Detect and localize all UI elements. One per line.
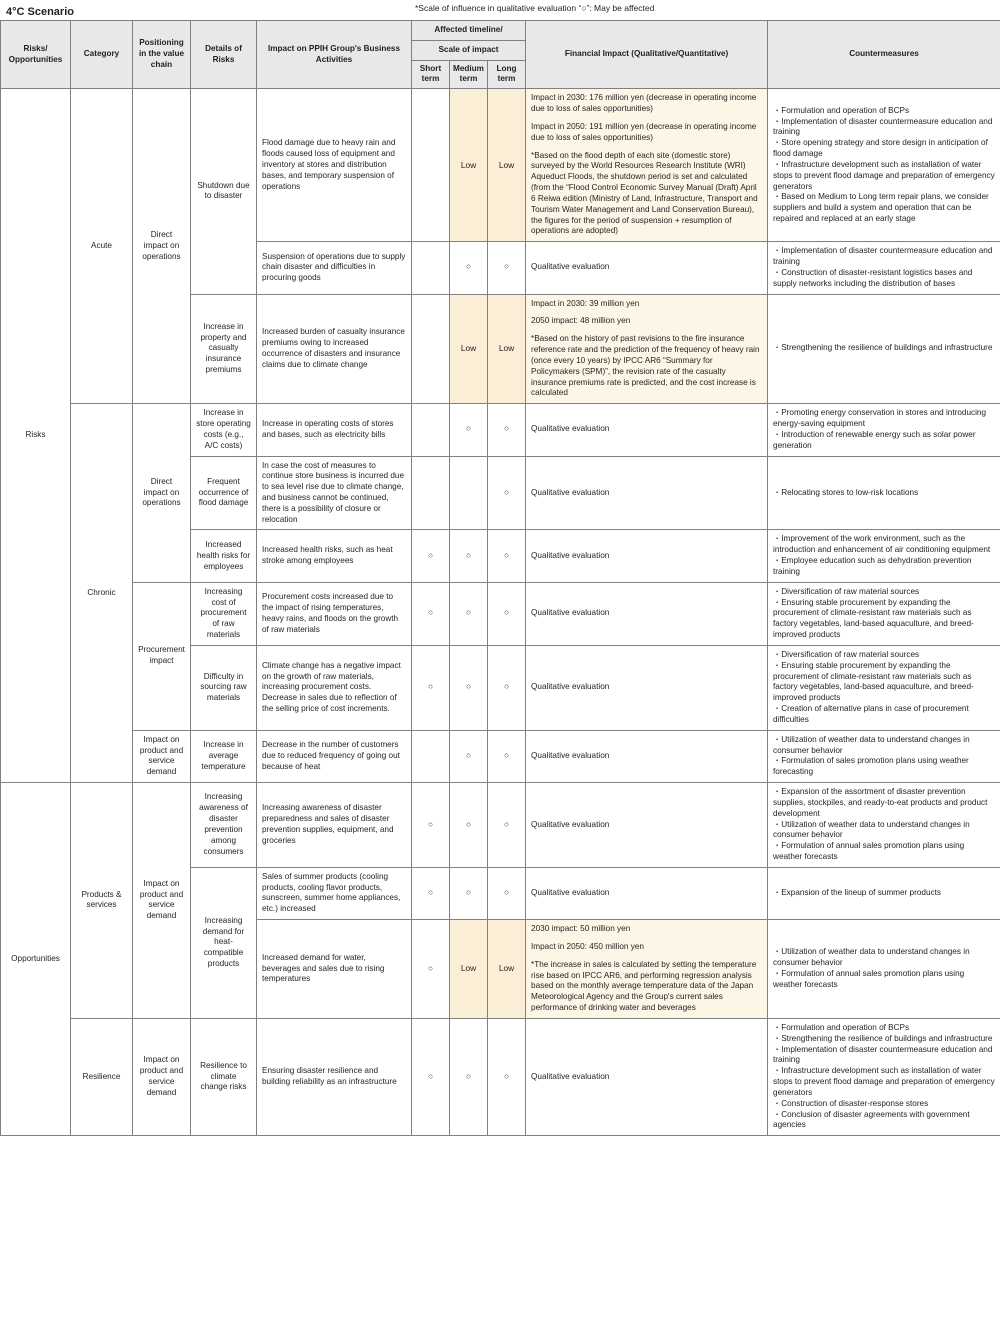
impact-cell: Sales of summer products (cooling products, cooling flavor products, sunscreen, summer home appliances, etc.) increased [257, 867, 412, 919]
scale-short: ○ [412, 1018, 450, 1135]
financial-cell: Qualitative evaluation [526, 867, 768, 919]
scale-long: ○ [488, 645, 526, 730]
countermeasures-cell [768, 404, 1000, 456]
financial-cell: Qualitative evaluation [526, 404, 768, 456]
page-header [0, 0, 1000, 20]
table-row [1, 89, 1000, 242]
details-cell: Increasing cost of procurement of raw materials [191, 582, 257, 645]
countermeasure-item: ・Based on Medium to Long term repair plans, we consider suppliers and build a system and operation that can be repaired and replaced at an early stage [773, 192, 989, 223]
countermeasure-item: ・Diversification of raw material sources [773, 649, 920, 659]
page-title: 4°C Scenario [6, 6, 74, 18]
impact-cell: Suspension of operations due to supply chain disaster and difficulties in procuring goods [257, 242, 412, 294]
col-impact: Impact on PPIH Group's Business Activities [257, 21, 412, 89]
countermeasure-item: ・Introduction of renewable energy such as solar power generation [773, 429, 976, 450]
impact-cell: Flood damage due to heavy rain and floods caused loss of equipment and inventory at stores and distribution bases, and temporary suspension of operations [257, 89, 412, 242]
countermeasures-cell [768, 867, 1000, 919]
scale-medium: ○ [450, 867, 488, 919]
details-cell: Frequent occurrence of flood damage [191, 456, 257, 530]
scale-long: ○ [488, 582, 526, 645]
scale-long: ○ [488, 456, 526, 530]
col-long-term: Long term [488, 60, 526, 89]
financial-cell: Qualitative evaluation [526, 645, 768, 730]
countermeasures-cell [768, 582, 1000, 645]
details-cell: Increasing demand for heat-compatible products [191, 867, 257, 1018]
col-positioning: Positioning in the value chain [133, 21, 191, 89]
countermeasures-cell [768, 730, 1000, 782]
countermeasure-item: ・Formulation and operation of BCPs [773, 1022, 910, 1032]
col-financial-impact: Financial Impact (Qualitative/Quantitative) [526, 21, 768, 89]
countermeasure-item: ・Relocating stores to low-risk locations [773, 487, 919, 497]
countermeasure-item: ・Ensuring stable procurement by expanding the procurement of climate-resistant raw materials such as factory vegetables, land-based aquaculture, and breed-improved products [773, 660, 974, 703]
table-body [1, 89, 1000, 1136]
financial-line: *Based on the flood depth of each site (domestic store) surveyed by the World Resources Research Institute (WRI) Aqueduct Floods, the shutdown period is set and calculated (from the “Flood Control Economic Survey Manual (Draft) April 6 Reiwa edition (Ministry of Land, Infrastructure, Transport and Tourism Water Management and Land Conservation Bureau), the figures for the period of suspension + resumption of operations are adopted) [531, 150, 758, 236]
scale-short: ○ [412, 783, 450, 868]
scale-short: ○ [412, 530, 450, 582]
impact-cell: Increasing awareness of disaster preparedness and sales of disaster prevention supplies, equipment, and groceries [257, 783, 412, 868]
countermeasure-item: ・Strengthening the resilience of buildings and infrastructure [773, 343, 993, 353]
category-resilience: Resilience [71, 1018, 133, 1135]
category-products-services: Products & services [71, 783, 133, 1019]
scale-long: ○ [488, 730, 526, 782]
countermeasure-item: ・Implementation of disaster countermeasure education and training [773, 1044, 993, 1065]
financial-cell [526, 920, 768, 1019]
scale-medium: ○ [450, 730, 488, 782]
table-row [1, 582, 1000, 645]
details-cell: Difficulty in sourcing raw materials [191, 645, 257, 730]
financial-cell [526, 294, 768, 404]
table-row [1, 783, 1000, 868]
scale-short [412, 404, 450, 456]
countermeasure-item: ・Implementation of disaster countermeasure education and training [773, 246, 993, 267]
details-cell: Resilience to climate change risks [191, 1018, 257, 1135]
financial-line: 2030 impact: 50 million yen [531, 924, 631, 934]
positioning-procurement: Procurement impact [133, 582, 191, 730]
scale-long: ○ [488, 1018, 526, 1135]
financial-cell: Qualitative evaluation [526, 530, 768, 582]
countermeasures-cell [768, 920, 1000, 1019]
financial-cell: Qualitative evaluation [526, 730, 768, 782]
financial-cell: Qualitative evaluation [526, 582, 768, 645]
countermeasures-cell [768, 456, 1000, 530]
details-cell: Increase in store operating costs (e.g., A/C costs) [191, 404, 257, 456]
countermeasure-item: ・Formulation and operation of BCPs [773, 105, 910, 115]
countermeasures-cell [768, 242, 1000, 294]
col-medium-term: Medium term [450, 60, 488, 89]
financial-cell: Qualitative evaluation [526, 456, 768, 530]
details-cell: Increase in property and casualty insurance premiums [191, 294, 257, 404]
impact-cell: In case the cost of measures to continue store business is incurred due to sea level rise due to climate change, and business cannot be continued, there is a possibility of closure or relocation [257, 456, 412, 530]
countermeasure-item: ・Improvement of the work environment, such as the introduction and enhancement of air conditioning equipment [773, 534, 991, 555]
countermeasure-item: ・Ensuring stable procurement by expanding the procurement of climate-resistant raw materials such as factory vegetables, land-based aquaculture, and breed-improved products [773, 597, 974, 640]
scale-short: ○ [412, 920, 450, 1019]
countermeasure-item: ・Creation of alternative plans in case of procurement difficulties [773, 704, 969, 724]
scale-short [412, 294, 450, 404]
countermeasures-cell [768, 89, 1000, 242]
countermeasures-cell [768, 294, 1000, 404]
scale-long: Low [488, 294, 526, 404]
scale-medium: Low [450, 89, 488, 242]
countermeasure-item: ・Conclusion of disaster agreements with government agencies [773, 1109, 970, 1130]
table-row [1, 730, 1000, 782]
scale-long: ○ [488, 783, 526, 868]
details-cell: Increased health risks for employees [191, 530, 257, 582]
scale-medium: ○ [450, 242, 488, 294]
impact-cell: Increased demand for water, beverages and sales due to rising temperatures [257, 920, 412, 1019]
positioning-direct-impact-2: Direct impact on operations [133, 404, 191, 583]
scale-medium: ○ [450, 404, 488, 456]
countermeasure-item: ・Strengthening the resilience of buildings and infrastructure [773, 1033, 993, 1043]
category-chronic: Chronic [71, 404, 133, 783]
scale-note: *Scale of influence in qualitative evaluation “○”: May be affected [415, 3, 655, 13]
scale-short [412, 730, 450, 782]
table-header [1, 21, 1000, 89]
scale-long: ○ [488, 242, 526, 294]
scale-long: ○ [488, 867, 526, 919]
positioning-demand-3: Impact on product and service demand [133, 1018, 191, 1135]
countermeasure-item: ・Infrastructure development such as installation of water stops to prevent flood damage and preparation of emergency generators [773, 1066, 995, 1097]
financial-line: 2050 impact: 48 million yen [531, 316, 631, 326]
scale-medium: Low [450, 294, 488, 404]
countermeasures-cell [768, 783, 1000, 868]
col-countermeasures: Countermeasures [768, 21, 1000, 89]
financial-cell: Qualitative evaluation [526, 783, 768, 868]
scale-medium: ○ [450, 582, 488, 645]
scale-short [412, 89, 450, 242]
details-cell: Shutdown due to disaster [191, 89, 257, 294]
countermeasure-item: ・Utilization of weather data to understand changes in consumer behavior [773, 734, 970, 755]
financial-line: Impact in 2030: 39 million yen [531, 298, 640, 308]
scenario-table [0, 20, 1000, 1136]
countermeasure-item: ・Infrastructure development such as installation of water stops to prevent flood damage and preparation of emergency generators [773, 159, 995, 191]
financial-line: *The increase in sales is calculated by setting the temperature rise based on IPCC AR6, and performing regression analysis based on the monthly average temperature data of the Japan Meteorological Agency and the Group's current sales performance of drinking water and beverages [531, 959, 757, 1013]
positioning-demand-2: Impact on product and service demand [133, 783, 191, 1019]
financial-cell: Qualitative evaluation [526, 242, 768, 294]
group-risks: Risks [1, 89, 71, 783]
financial-line: Impact in 2050: 450 million yen [531, 941, 644, 951]
countermeasures-cell [768, 645, 1000, 730]
financial-line: Impact in 2050: 191 million yen (decrease in operating income due to loss of sales opportunities) [531, 121, 757, 142]
countermeasure-item: ・Expansion of the lineup of summer products [773, 888, 941, 898]
financial-line: Impact in 2030: 176 million yen (decrease in operating income due to loss of sales opportunities) [531, 93, 757, 114]
table-row [1, 404, 1000, 456]
countermeasure-item: ・Promoting energy conservation in stores and introducing energy-saving equipment [773, 408, 987, 429]
countermeasure-item: ・Construction of disaster-response stores [773, 1098, 929, 1108]
financial-cell: Qualitative evaluation [526, 1018, 768, 1135]
scale-short: ○ [412, 582, 450, 645]
countermeasure-item: ・Expansion of the assortment of disaster prevention supplies, stockpiles, and ready-to-eat products and product development [773, 787, 988, 818]
financial-cell [526, 89, 768, 242]
countermeasure-item: ・Implementation of disaster countermeasure education and training [773, 116, 993, 137]
countermeasure-item: ・Employee education such as dehydration prevention training [773, 556, 972, 576]
scale-long: ○ [488, 530, 526, 582]
countermeasure-item: ・Diversification of raw material sources [773, 586, 920, 596]
scale-medium [450, 456, 488, 530]
financial-line: *Based on the history of past revisions to the fire insurance reference rate and the prediction of the frequency of heavy rain (once every 10 years) by IPCC AR6 “Summary for Policymakers (SPM)”, the revision rate of the casualty insurance premiums rate is predicted, and the cost increase is calculated [531, 334, 760, 398]
scale-short [412, 242, 450, 294]
positioning-demand-1: Impact on product and service demand [133, 730, 191, 782]
countermeasures-cell [768, 530, 1000, 582]
positioning-direct-impact-1: Direct impact on operations [133, 89, 191, 404]
impact-cell: Decrease in the number of customers due to reduced frequency of going out because of heat [257, 730, 412, 782]
col-affected-timeline: Affected timeline/ [412, 21, 526, 41]
countermeasures-cell [768, 1018, 1000, 1135]
countermeasure-item: ・Store opening strategy and store design in anticipation of flood damage [773, 138, 988, 159]
scale-medium: ○ [450, 530, 488, 582]
scale-long: Low [488, 920, 526, 1019]
scale-long: ○ [488, 404, 526, 456]
col-category: Category [71, 21, 133, 89]
scale-medium: ○ [450, 783, 488, 868]
countermeasure-item: ・Formulation of annual sales promotion plans using weather forecasts [773, 841, 965, 861]
col-details: Details of Risks [191, 21, 257, 89]
impact-cell: Increased burden of casualty insurance premiums owing to increased occurrence of disasters and insurance claims due to climate change [257, 294, 412, 404]
scale-medium: ○ [450, 1018, 488, 1135]
col-risks-opportunities: Risks/ Opportunities [1, 21, 71, 89]
impact-cell: Procurement costs increased due to the impact of rising temperatures, heavy rains, and floods on the growth of raw materials [257, 582, 412, 645]
countermeasure-item: ・Formulation of annual sales promotion plans using weather forecasts [773, 969, 965, 989]
scale-short [412, 456, 450, 530]
table-row [1, 1018, 1000, 1135]
countermeasure-item: ・Formulation of sales promotion plans using weather forecasting [773, 756, 969, 777]
col-scale-of-impact: Scale of impact [412, 40, 526, 60]
countermeasure-item: ・Utilization of weather data to understand changes in consumer behavior [773, 819, 970, 840]
col-short-term: Short term [412, 60, 450, 89]
impact-cell: Climate change has a negative impact on the growth of raw materials, increasing procurement costs. Decrease in sales due to reflection of the selling price of cost increments. [257, 645, 412, 730]
impact-cell: Ensuring disaster resilience and building reliability as an infrastructure [257, 1018, 412, 1135]
scale-medium: Low [450, 920, 488, 1019]
group-opportunities: Opportunities [1, 783, 71, 1136]
impact-cell: Increased health risks, such as heat stroke among employees [257, 530, 412, 582]
category-acute: Acute [71, 89, 133, 404]
countermeasure-item: ・Construction of disaster-resistant logistics bases and supply networks including the distribution of bases [773, 267, 973, 288]
countermeasure-item: ・Utilization of weather data to understand changes in consumer behavior [773, 947, 970, 968]
scale-long: Low [488, 89, 526, 242]
scale-short: ○ [412, 867, 450, 919]
details-cell: Increasing awareness of disaster prevention among consumers [191, 783, 257, 868]
details-cell: Increase in average temperature [191, 730, 257, 782]
scale-medium: ○ [450, 645, 488, 730]
scale-short: ○ [412, 645, 450, 730]
impact-cell: Increase in operating costs of stores and bases, such as electricity bills [257, 404, 412, 456]
